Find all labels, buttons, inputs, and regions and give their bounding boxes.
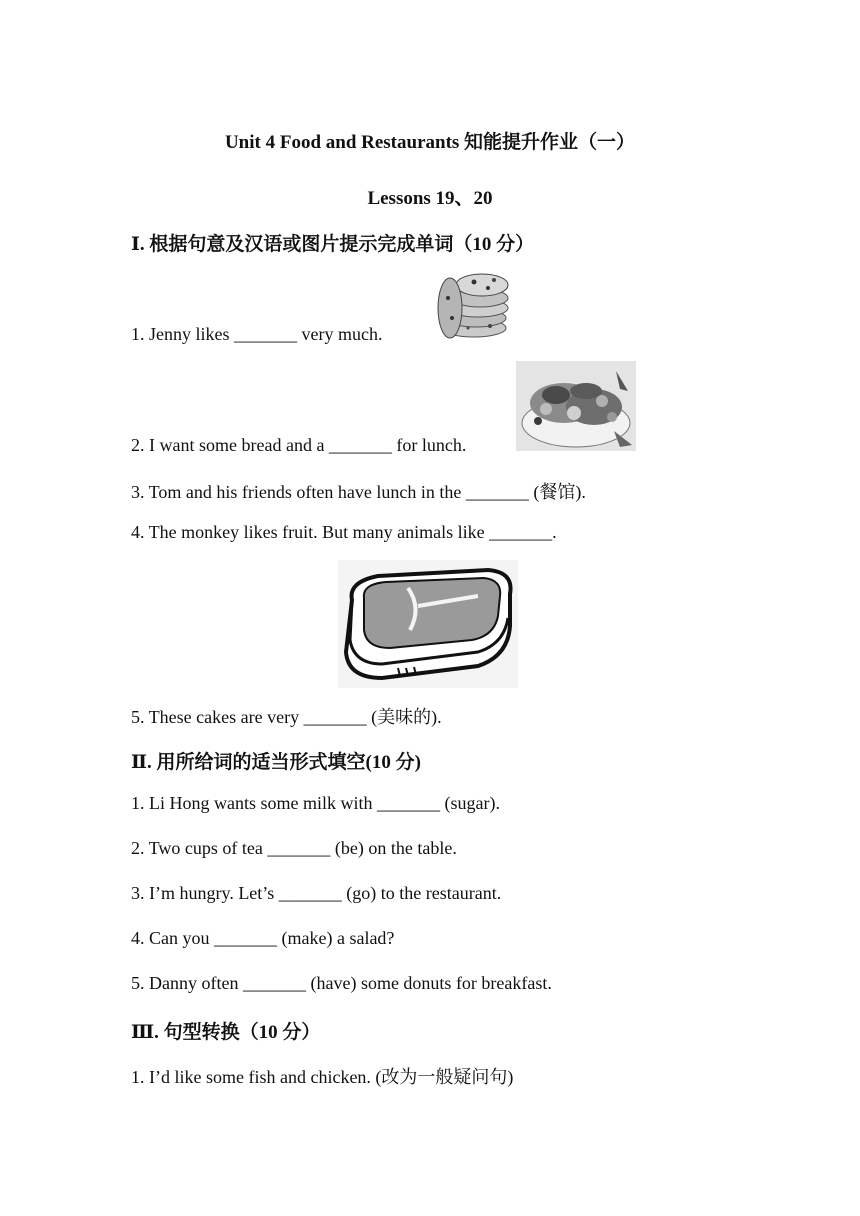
section-2-item-3: 3. I’m hungry. Let’s _______ (go) to the restaurant.: [131, 883, 502, 903]
section-1-item-5: 5. These cakes are very _______ (美味的).: [131, 707, 442, 727]
section-1-item-2: 2. I want some bread and a _______ for lunch.: [131, 435, 467, 455]
cookies-image: [430, 268, 510, 340]
salad-drawing: [516, 361, 636, 451]
lessons-subtitle: Lessons 19、20: [367, 188, 493, 209]
section-1-item-4: 4. The monkey likes fruit. But many animals like _______.: [131, 522, 557, 542]
section-2-item-5: 5. Danny often _______ (have) some donuts for breakfast.: [131, 973, 552, 993]
section-1-heading: Ⅰ. 根据句意及汉语或图片提示完成单词（10 分）: [131, 234, 535, 255]
section-2-heading: Ⅱ. 用所给词的适当形式填空(10 分): [131, 752, 421, 773]
meat-drawing: [338, 560, 518, 688]
section-3-item-1: 1. I’d like some fish and chicken. (改为一般疑问句): [131, 1067, 514, 1087]
worksheet-title: Unit 4 Food and Restaurants 知能提升作业（一）: [224, 132, 636, 153]
section-1-item-1: 1. Jenny likes _______ very much.: [131, 324, 383, 344]
section-2-item-1: 1. Li Hong wants some milk with _______ (sugar).: [131, 793, 500, 813]
section-1-item-3: 3. Tom and his friends often have lunch in the _______ (餐馆).: [131, 482, 586, 502]
cookies-drawing: [430, 268, 510, 340]
section-3-heading: Ⅲ. 句型转换（10 分）: [131, 1022, 321, 1043]
salad-image: [516, 361, 636, 451]
section-2-item-4: 4. Can you _______ (make) a salad?: [131, 928, 395, 948]
section-2-item-2: 2. Two cups of tea _______ (be) on the table.: [131, 838, 457, 858]
meat-image: [338, 560, 518, 688]
